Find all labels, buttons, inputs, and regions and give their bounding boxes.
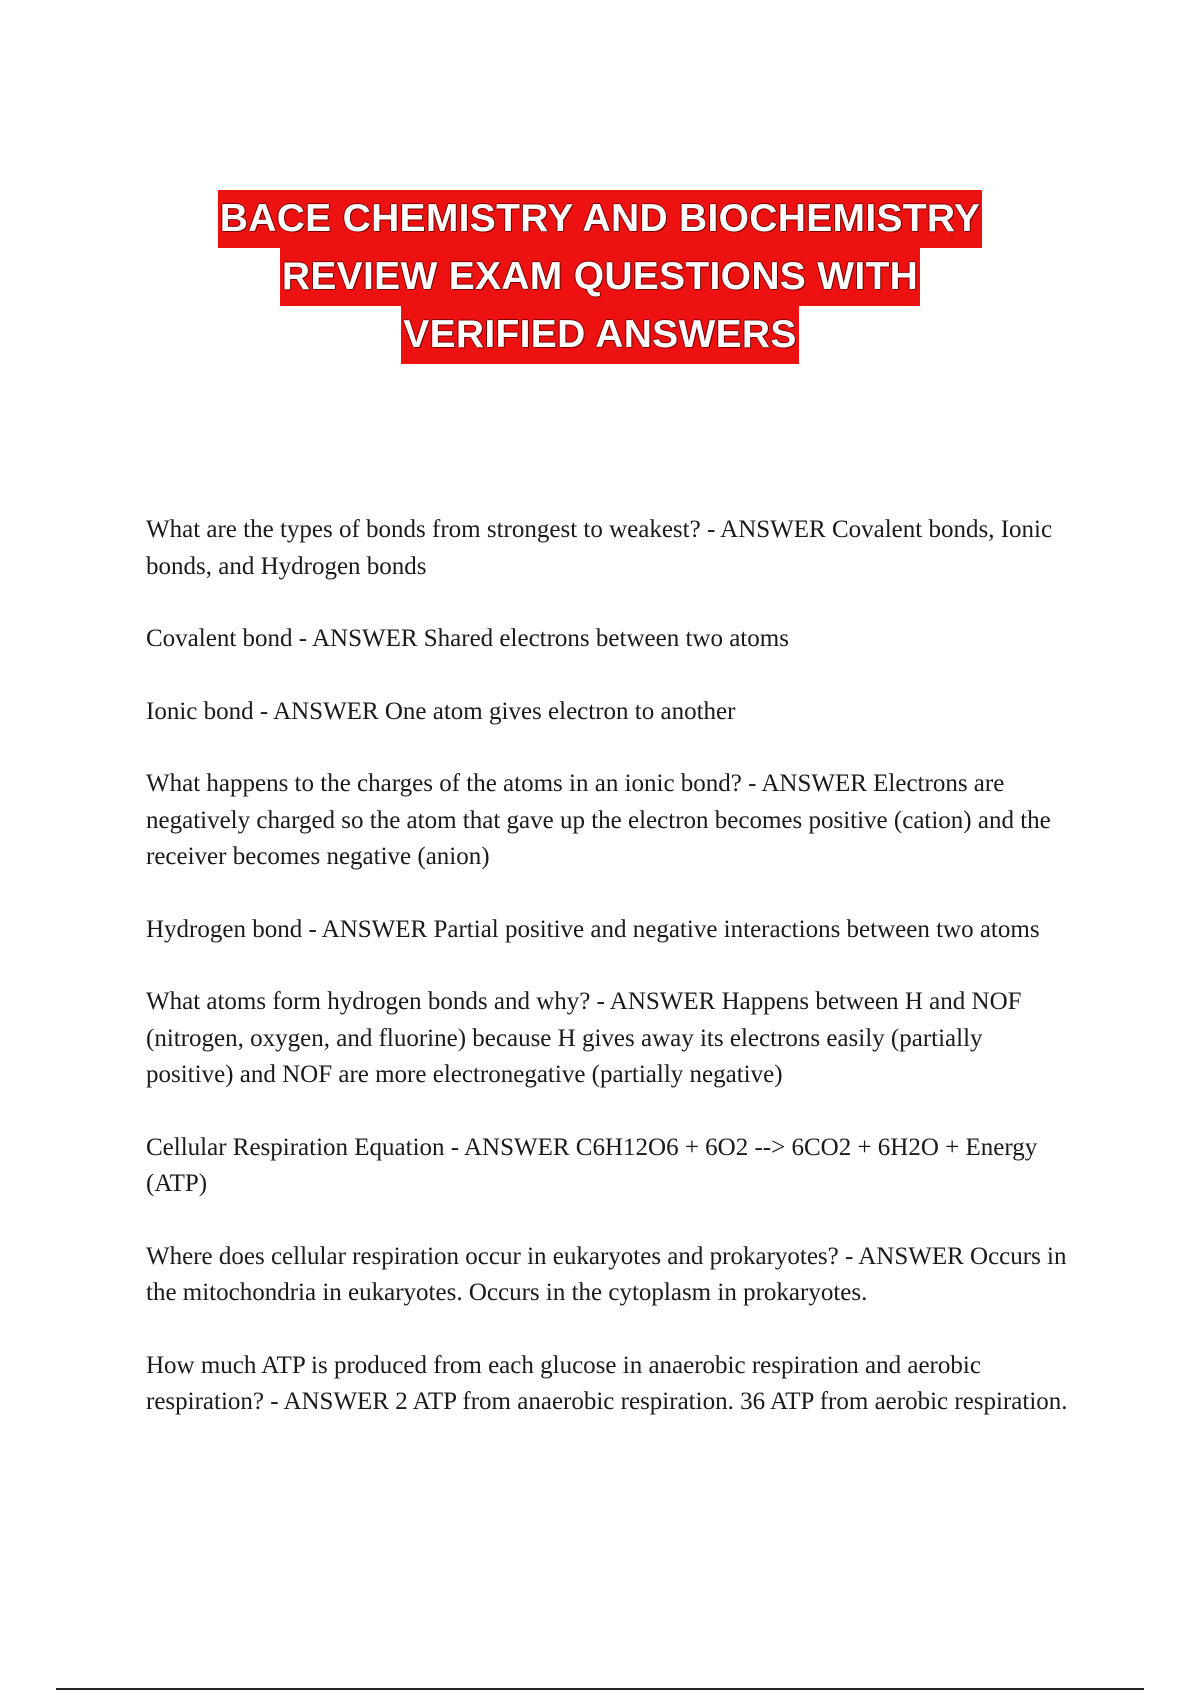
qa-item: Ionic bond - ANSWER One atom gives electron to another [146, 697, 736, 725]
qa-item: How much ATP is produced from each glucose in anaerobic respiration and aerobic respiration? - ANSWER 2 ATP from anaerobic respiration. 36 ATP from aerobic respiration. [146, 1351, 1068, 1415]
title-line-3: VERIFIED ANSWERS [401, 306, 798, 364]
title-line-2: REVIEW EXAM QUESTIONS WITH [280, 248, 920, 306]
qa-list [146, 512, 1076, 1457]
qa-item: What are the types of bonds from strongest to weakest? - ANSWER Covalent bonds, Ionic bonds, and Hydrogen bonds [146, 516, 1053, 580]
qa-item: Cellular Respiration Equation - ANSWER C6H12O6 + 6O2 --> 6CO2 + 6H2O + Energy (ATP) [146, 1133, 1038, 1197]
qa-item: What atoms form hydrogen bonds and why? - ANSWER Happens between H and NOF (nitrogen, oxygen, and fluorine) because H gives away its electrons easily (partially positive) and NOF are more electronegative (partially negative) [146, 988, 1022, 1088]
footer-divider [56, 1688, 1144, 1690]
document-title [0, 190, 1200, 364]
qa-item: What happens to the charges of the atoms in an ionic bond? - ANSWER Electrons are negatively charged so the atom that gave up the electron becomes positive (cation) and the receiver becomes negative (anion) [146, 770, 1051, 870]
qa-item: Covalent bond - ANSWER Shared electrons between two atoms [146, 625, 789, 652]
title-line-1: BACE CHEMISTRY AND BIOCHEMISTRY [218, 190, 982, 248]
qa-item: Where does cellular respiration occur in eukaryotes and prokaryotes? - ANSWER Occurs in the mitochondria in eukaryotes. Occurs in the cytoplasm in prokaryotes. [146, 1242, 1067, 1306]
qa-item: Hydrogen bond - ANSWER Partial positive and negative interactions between two atoms [146, 915, 1040, 943]
